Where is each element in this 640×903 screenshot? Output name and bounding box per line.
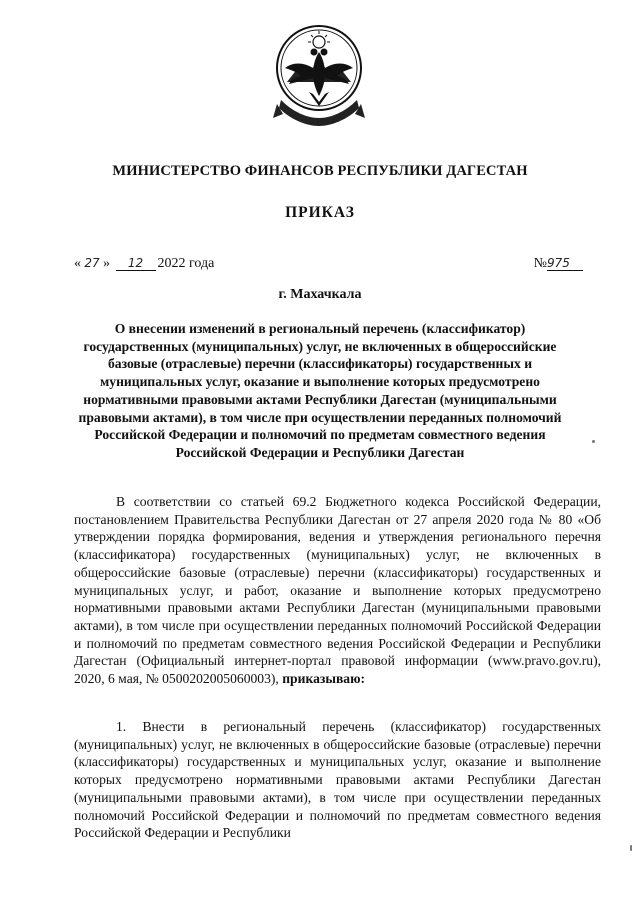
date-open-quote: «	[74, 256, 81, 271]
scan-speck	[630, 845, 632, 851]
city-name: г. Махачкала	[278, 287, 362, 302]
paragraph-1-directive: приказываю:	[282, 671, 365, 687]
dagestan-coat-of-arms-icon	[273, 22, 365, 134]
body-paragraph-1	[74, 493, 601, 688]
paragraph-1-text: В соответствии со статьей 69.2 Бюджетного кодекса Российской Федерации, постановлением Правительства Республики Дагестан от 27 апреля 2020 года № 80 «Об утверждении порядка формирования, ведения и утверждения регионального перечня (классификатора) государственных (муниципальных) услуг, не включенных в общероссийские базовые (отраслевые) перечни (классификаторы) государственных и муниципальных услуг, и работ, оказание и выполнение которых предусмотрено нормативными правовыми актами Республики Дагестан (муниципальными правовыми актами), в том числе при осуществлении переданных полномочий Российской Федерации и полномочий по предметам совместного ведения Российской Федерации и Республики Дагестан (Официальный интернет-портал правовой информации (www.pravo.gov.ru), 2020, 6 мая, № 0500202005060003),	[74, 494, 601, 687]
order-title: ПРИКАЗ	[285, 204, 355, 221]
order-date	[74, 256, 214, 272]
date-day: 27	[84, 256, 100, 270]
body-paragraph-2: 1. Внести в региональный перечень (классификатор) государственных (муниципальных) услуг, не включенных в общероссийские базовые (отраслевые) перечни (классификаторы) государственных и муниципальных услуг, оказание и выполнение которых предусмотрено нормативными правовыми актами Республики Дагестан (муниципальными правовыми актами), в том числе при осуществлении переданных полномочий Российской Федерации и полномочий по предметам совместного ведения Российской Федерации и Республики	[74, 719, 601, 841]
date-month: 12	[116, 256, 156, 271]
date-year: 2022 года	[157, 256, 215, 271]
ministry-name: МИНИСТЕРСТВО ФИНАНСОВ РЕСПУБЛИКИ ДАГЕСТАН	[112, 163, 528, 179]
scan-speck	[592, 440, 595, 443]
number-prefix: №	[533, 256, 547, 271]
order-subject: О внесении изменений в региональный перечень (классификатор) государственных (муниципальных) услуг, не включенных в общероссийские базовые (отраслевые) перечни (классификаторы) государственных и муниципальных услуг, оказание и выполнение которых предусмотрено нормативными правовыми актами Республики Дагестан (муниципальными правовыми актами), в том числе при осуществлении переданных полномочий Российской Федерации и полномочий по предметам совместного ведения Российской Федерации и Республики Дагестан	[78, 321, 562, 460]
number-value: 975	[547, 256, 583, 271]
date-close-quote: »	[103, 256, 110, 271]
order-number	[534, 256, 583, 272]
